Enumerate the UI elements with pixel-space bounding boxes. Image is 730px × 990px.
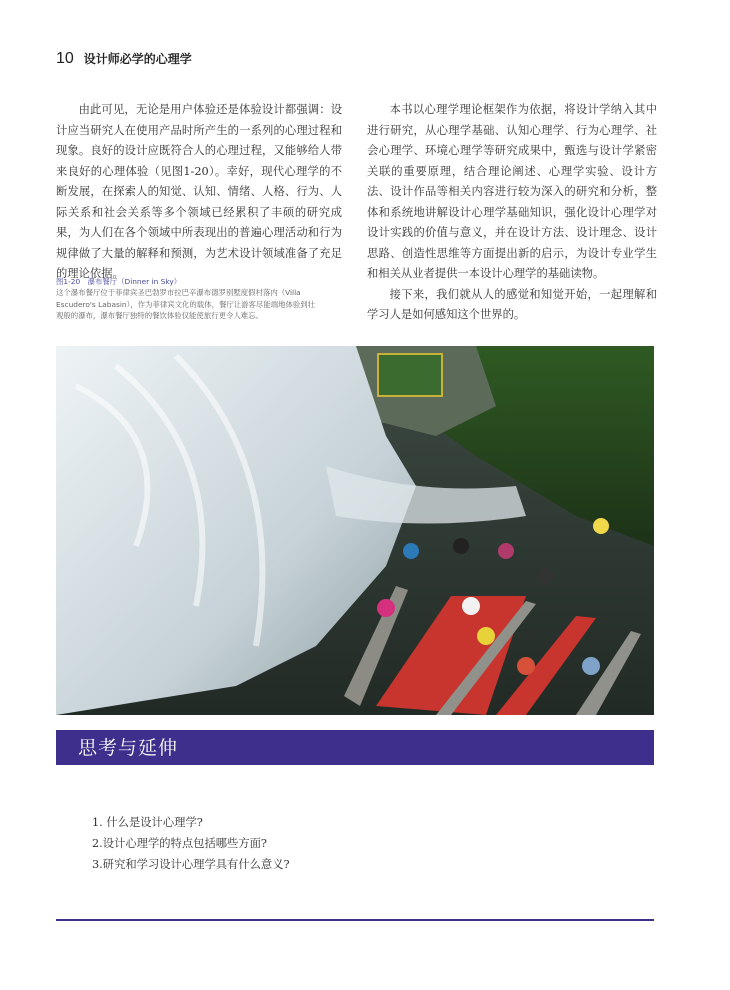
- right-paragraph-1: 本书以心理学理论框架作为依据，将设计学纳入其中进行研究，从心理学基础、认知心理学、行为心理学、社会心理学、环境心理学等研究成果中，甄选与设计学紧密关联的重要原理，结合理论阐述、心理学实验、设计方法、设计作品等相关内容进行较为深入的研究和分析，整体和系统地讲解设计心理学基础知识，强化设计心理学对设计实践的价值与意义，并在设计方法、设计理念、设计思路、创造性思维等方面提出新的启示，为设计专业学生和相关从业者提供一本设计心理学的基础读物。: [367, 103, 657, 280]
- page-number: 10: [56, 50, 74, 67]
- question-item: 3.研究和学习设计心理学具有什么意义?: [92, 858, 290, 871]
- question-item: 1. 什么是设计心理学?: [92, 816, 203, 829]
- left-column: [56, 100, 342, 285]
- question-item: 2.设计心理学的特点包括哪些方面?: [92, 837, 267, 850]
- bottom-divider: [56, 919, 654, 921]
- figure-caption-title: 图1-20 瀑布餐厅（Dinner in Sky）: [56, 277, 182, 286]
- question-list: [92, 812, 290, 875]
- figure-caption-body: 这个瀑布餐厅位于菲律宾圣巴勃罗市拉巴辛瀑布德罗别墅度假村落内（Villa Escudero's Labasin），作为菲律宾文化的载体，餐厅让游客尽能端地体验到壮观般的瀑布，瀑布餐厅独特的餐饮体验仅能使旅行更令人难忘。: [56, 288, 316, 320]
- section-banner: [56, 730, 654, 765]
- right-paragraph-2: 接下来，我们就从人的感觉和知觉开始，一起理解和学习人是如何感知这个世界的。: [367, 287, 657, 321]
- waterfall-restaurant-illustration: [56, 346, 654, 715]
- running-title: 设计师必学的心理学: [83, 52, 192, 66]
- figure-caption: [56, 276, 316, 321]
- page-header: [56, 50, 192, 68]
- waterfall-restaurant-photo: [56, 346, 654, 715]
- left-paragraph: 由此可见，无论是用户体验还是体验设计都强调：设计应当研究人在使用产品时所产生的一系列的心理过程和现象。良好的设计应既符合人的心理过程，又能够给人带来良好的心理体验（见图1-20）。幸好，现代心理学的不断发展，在探索人的知觉、认知、情绪、人格、行为、人际关系和社会关系等多个领域已经累积了丰硕的研究成果，为人们在各个领域中所表现出的普遍心理活动和行为规律做了大量的解释和预测，为艺术设计领域准备了充足的理论依据。: [56, 103, 342, 280]
- section-title: 思考与延伸: [78, 737, 179, 759]
- right-column: [367, 100, 657, 326]
